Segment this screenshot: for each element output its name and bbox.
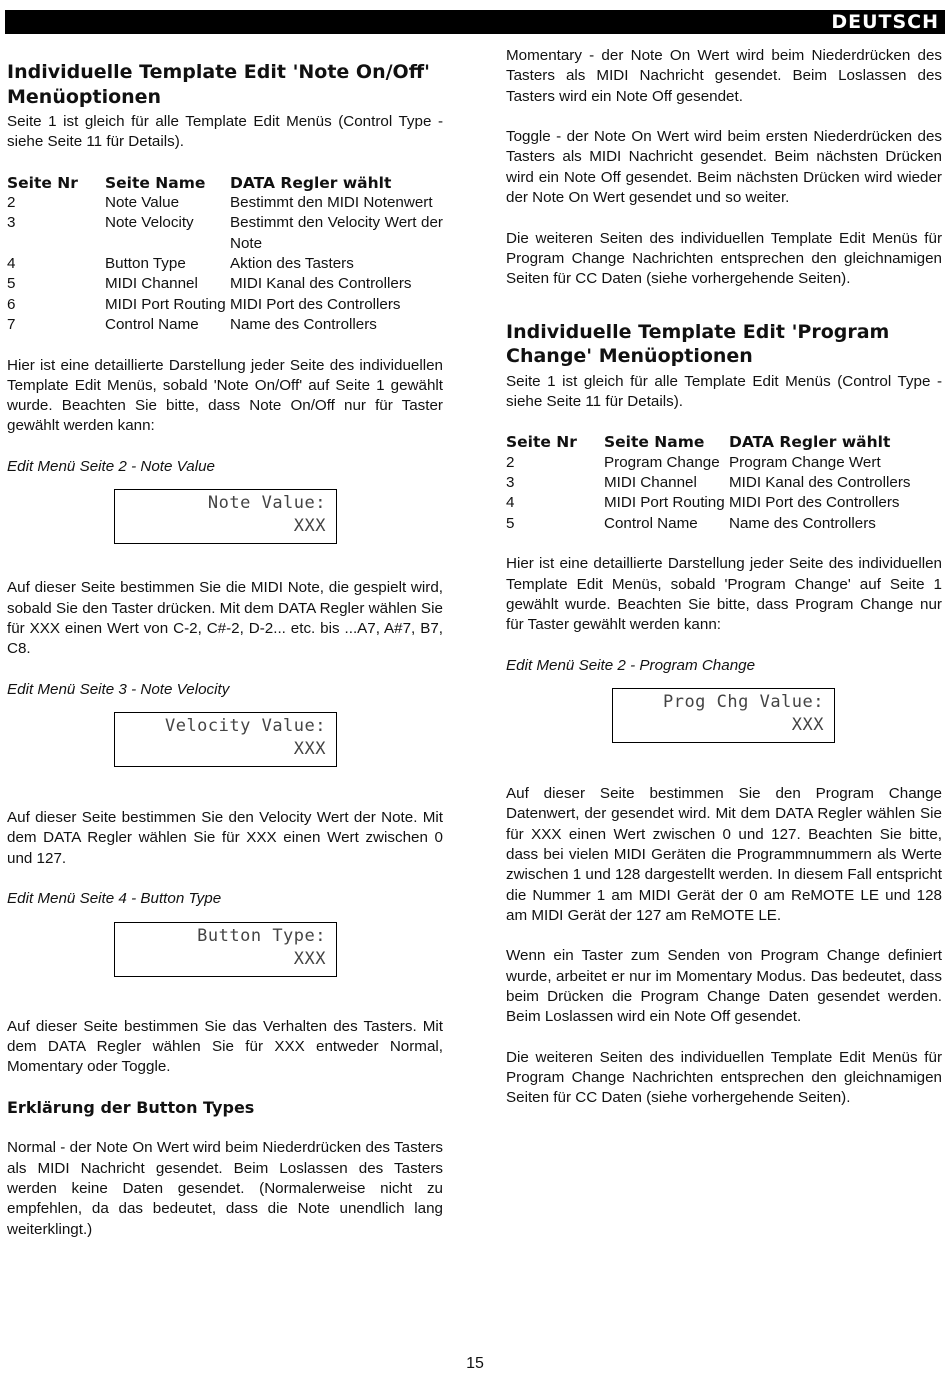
detail-text: Hier ist eine detaillierte Darstellung jeder Seite des individuellen Template Edit Menüs, sobald 'Note On/Off' auf Seite 1 gewählt wurde. Beachten Sie bitte, dass Note On/Off nur für Taster gewählt werden kann: (7, 356, 443, 435)
cell-page-nr: 5 (7, 275, 16, 293)
lcd-line-2: XXX (293, 739, 326, 760)
language-header-bar (5, 10, 945, 34)
cell-page-name: MIDI Channel (604, 474, 697, 492)
caption-page3-note-velocity: Edit Menü Seite 3 - Note Velocity (7, 680, 230, 698)
table-row (506, 514, 942, 534)
col-header-page-name: Seite Name (604, 433, 705, 452)
table-row (7, 274, 443, 294)
table-row (506, 473, 942, 493)
cell-page-name: MIDI Channel (105, 275, 198, 293)
table-row (7, 295, 443, 315)
further-pages-note-text: Die weiteren Seiten des individuellen Template Edit Menüs für Program Change Nachrichten entsprechen den gleichnamigen Seiten für CC Daten (siehe vorhergehende Seiten). (506, 229, 942, 288)
table-header-row (506, 432, 942, 452)
lcd-line-1: Prog Chg Value: (662, 692, 824, 713)
cell-description: Bestimmt den Velocity Wert der Note (230, 214, 443, 252)
col-header-page-nr: Seite Nr (506, 433, 577, 452)
cell-page-name: Program Change (604, 453, 720, 471)
cell-page-name: MIDI Port Routing (105, 295, 226, 313)
col-header-page-nr: Seite Nr (7, 173, 78, 192)
cell-page-nr: 3 (506, 474, 515, 492)
cell-page-nr: 2 (506, 453, 515, 471)
lcd-display-prog-chg-value (612, 688, 835, 743)
cell-page-name: MIDI Port Routing (604, 494, 725, 512)
cell-page-nr: 4 (506, 494, 515, 512)
note-onoff-pages-table (7, 173, 443, 335)
lcd-line-1: Button Type: (197, 925, 326, 946)
lcd-display-note-value (114, 489, 337, 544)
page3-description: Auf dieser Seite bestimmen Sie den Velocity Wert der Note. Mit dem DATA Regler wählen Sie für XXX einen Wert zwischen 0 und 127. (7, 809, 443, 867)
cell-page-nr: 5 (506, 514, 515, 532)
cell-page-name: Button Type (105, 255, 186, 273)
table-row (506, 453, 942, 473)
lcd-line-1: Note Value: (207, 493, 326, 514)
heading-button-types: Erklärung der Button Types (7, 1097, 255, 1117)
page-number: 15 (466, 1355, 484, 1372)
lcd-line-2: XXX (293, 516, 326, 537)
table-row (7, 254, 443, 274)
cell-page-nr: 2 (7, 194, 16, 212)
cell-page-nr: 3 (7, 214, 16, 232)
page4-description: Auf dieser Seite bestimmen Sie das Verhalten des Tasters. Mit dem DATA Regler wählen Sie für XXX entweder Normal, Momentary oder Toggle. (7, 1017, 443, 1076)
heading-program-change: Individuelle Template Edit 'Program Change' Menüoptionen (506, 320, 890, 368)
table-row (7, 193, 443, 213)
cell-description: MIDI Kanal des Controllers (230, 275, 412, 293)
cell-description: Program Change Wert (729, 453, 881, 471)
normal-type-text: Normal - der Note On Wert wird beim Niederdrücken des Tasters als MIDI Nachricht gesendet. Beim Loslassen des Tasters werden keine Daten gesendet. (Normalerweise nicht zu empfehlen, da das bedeutet, dass die Note unendlich lang weiterklingt.) (7, 1139, 443, 1238)
table-row (7, 213, 443, 254)
col-header-data-knob: DATA Regler wählt (230, 173, 392, 192)
col-header-data-knob: DATA Regler wählt (729, 433, 891, 452)
detail-text: Hier ist eine detaillierte Darstellung jeder Seite des individuellen Template Edit Menüs, sobald 'Program Change' auf Seite 1 gewählt wurde. Beachten Sie bitte, dass Program Change nur für Taster gewählt werden kann: (506, 555, 942, 634)
page2-description: Auf dieser Seite bestimmen Sie die MIDI Note, die gespielt wird, sobald Sie den Taster drücken. Mit dem DATA Regler wählen Sie für XXX einen Wert von C-2, C#-2, D-2... etc. bis ...A7, A#7, B7, C8. (7, 579, 443, 658)
momentary-type-text: Momentary - der Note On Wert wird beim Niederdrücken des Tasters als MIDI Nachricht gesendet. Beim Loslassen des Tasters wird ein Note Off gesendet. (506, 47, 942, 105)
table-row (7, 315, 443, 335)
cell-page-name: Note Velocity (105, 214, 194, 232)
caption-page2-note-value: Edit Menü Seite 2 - Note Value (7, 458, 215, 476)
col-header-page-name: Seite Name (105, 173, 206, 192)
cell-page-nr: 7 (7, 315, 16, 333)
toggle-type-text: Toggle - der Note On Wert wird beim ersten Niederdrücken des Tasters als MIDI Nachricht gesendet. Beim nächsten Drücken wird ein Note Off gesendet. Beim nächsten Drücken wird wieder der Note On Wert gesendet und so weiter. (506, 128, 942, 207)
right-column (506, 46, 942, 1109)
cell-description: Aktion des Tasters (230, 255, 354, 273)
intro-text: Seite 1 ist gleich für alle Template Edit Menüs (Control Type - siehe Seite 11 für Details). (506, 372, 942, 410)
cell-description: MIDI Port des Controllers (230, 295, 401, 313)
further-pages-program-text: Die weiteren Seiten des individuellen Template Edit Menüs für Program Change Nachrichten entsprechen den gleichnamigen Seiten für CC Daten (siehe vorhergehende Seiten). (506, 1048, 942, 1107)
left-column (7, 46, 443, 1240)
lcd-display-button-type (114, 922, 337, 977)
caption-page4-button-type: Edit Menü Seite 4 - Button Type (7, 890, 222, 908)
cell-page-name: Control Name (105, 315, 199, 333)
heading-note-onoff: Individuelle Template Edit 'Note On/Off' Menüoptionen (7, 61, 430, 108)
cell-description: Bestimmt den MIDI Notenwert (230, 194, 433, 212)
lcd-line-1: Velocity Value: (164, 716, 326, 737)
page2-description: Auf dieser Seite bestimmen Sie den Program Change Datenwert, der gesendet wird. Mit dem DATA Regler wählen Sie für XXX einen Wert zwischen 0 und 127. Beachten Sie bitte, dass bei vielen MIDI Geräten die Programmnummern als Werte zwischen 1 und 128 dargestellt werden. In diesem Fall entspricht die Nummer 1 am MIDI Gerät der 0 am ReMOTE LE und 128 am MIDI Gerät der 127 am ReMOTE LE. (506, 785, 942, 924)
program-change-pages-table (506, 432, 942, 533)
language-label: DEUTSCH (831, 11, 939, 33)
intro-text: Seite 1 ist gleich für alle Template Edit Menüs (Control Type - siehe Seite 11 für Details). (7, 113, 443, 151)
table-row (506, 493, 942, 513)
lcd-line-2: XXX (293, 948, 326, 969)
cell-description: MIDI Kanal des Controllers (729, 474, 911, 492)
cell-page-nr: 4 (7, 255, 16, 273)
momentary-mode-text: Wenn ein Taster zum Senden von Program Change definiert wurde, arbeitet er nur im Momentary Modus. Das bedeutet, dass beim Drücken die Program Change Daten gesendet werden. Beim Loslassen wird ein Note Off gesendet. (506, 947, 942, 1026)
cell-page-name: Note Value (105, 194, 180, 212)
cell-description: Name des Controllers (729, 514, 876, 532)
lcd-display-velocity-value (114, 712, 337, 767)
cell-description: Name des Controllers (230, 315, 377, 333)
table-header-row (7, 173, 443, 193)
cell-description: MIDI Port des Controllers (729, 494, 900, 512)
caption-page2-program-change: Edit Menü Seite 2 - Program Change (506, 656, 756, 674)
lcd-line-2: XXX (791, 715, 824, 736)
cell-page-nr: 6 (7, 295, 16, 313)
cell-page-name: Control Name (604, 514, 698, 532)
